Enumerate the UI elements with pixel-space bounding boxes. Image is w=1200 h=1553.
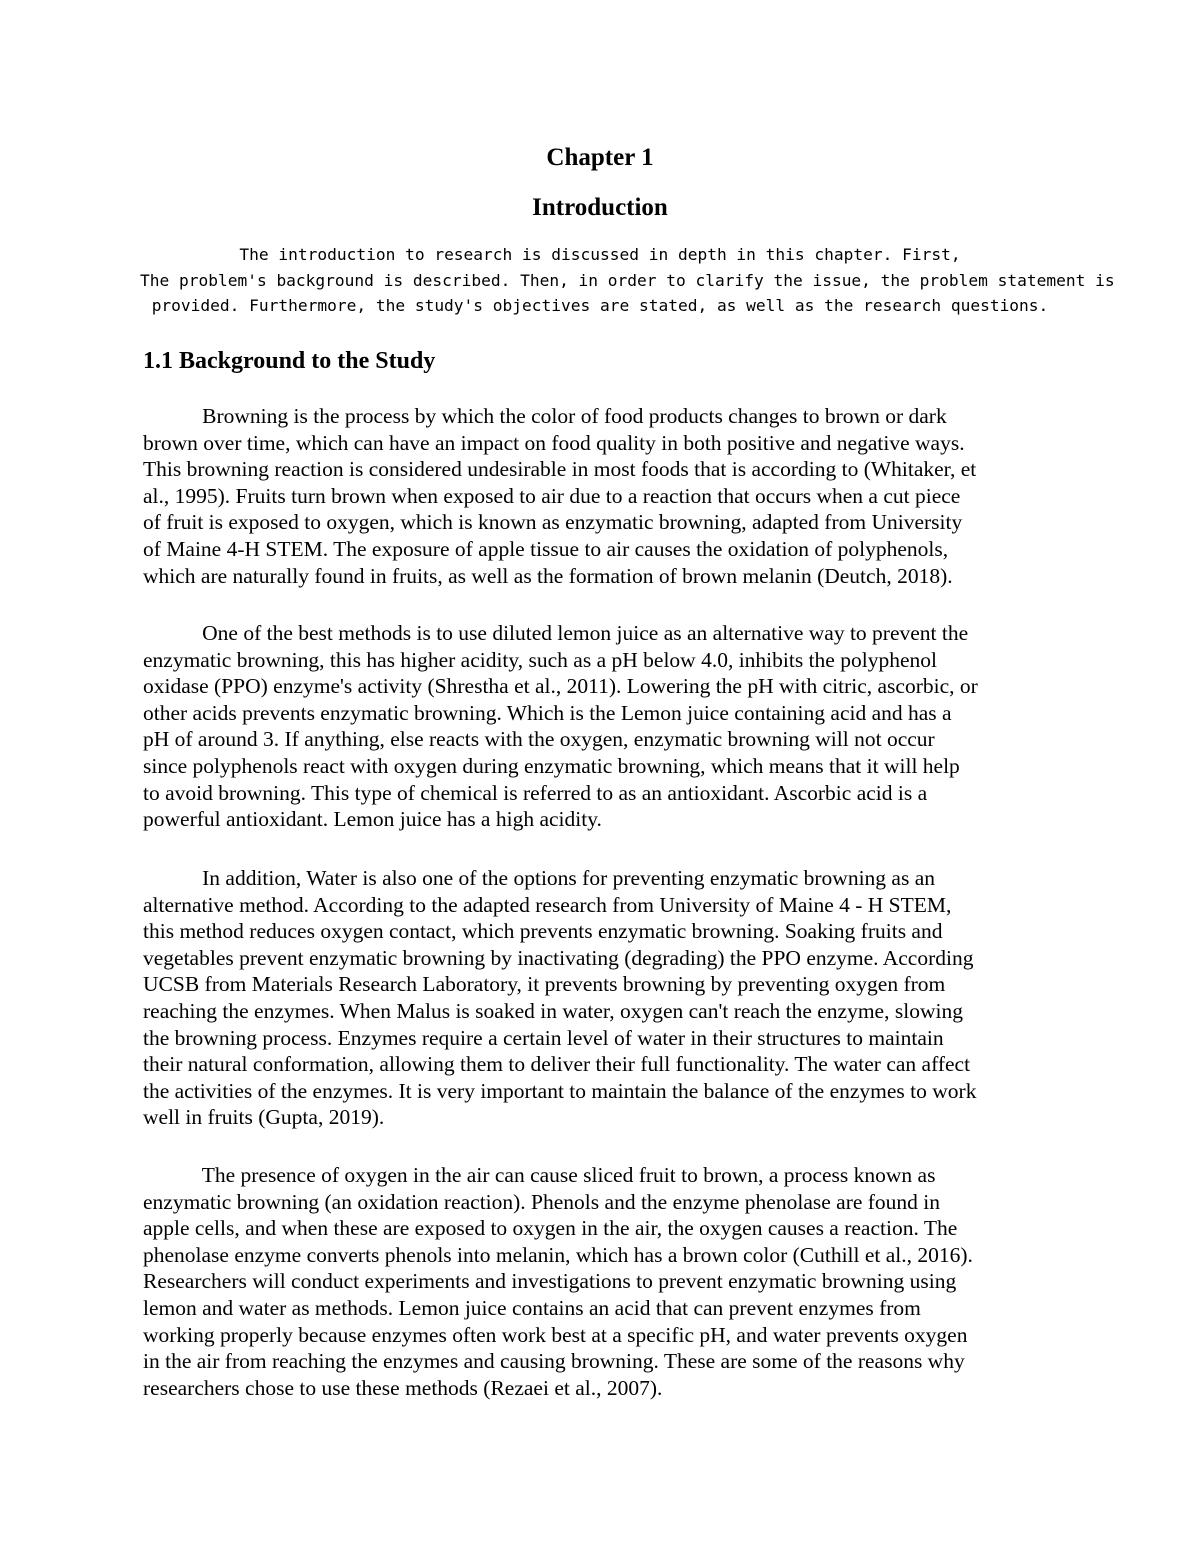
paragraph-line: In addition, Water is also one of the options for preventing enzymatic browning as an — [143, 866, 935, 890]
paragraph-line: This browning reaction is considered undesirable in most foods that is according to (Whitaker, et — [143, 457, 977, 482]
paragraph-line: apple cells, and when these are exposed to oxygen in the air, the oxygen causes a reaction. The — [143, 1216, 958, 1241]
paragraph-3 — [143, 865, 1073, 1131]
paragraph-line: lemon and water as methods. Lemon juice contains an acid that can prevent enzymes from — [143, 1295, 921, 1320]
paragraph-line: brown over time, which can have an impact on food quality in both positive and negative ways. — [143, 430, 965, 455]
paragraph-line: enzymatic browning (an oxidation reaction). Phenols and the enzyme phenolase are found in — [143, 1189, 941, 1214]
paragraph-line: oxidase (PPO) enzyme's activity (Shrestha et al., 2011). Lowering the pH with citric, ascorbic, or — [143, 674, 978, 699]
paragraph-4 — [143, 1162, 1073, 1401]
paragraph-line: of Maine 4-H STEM. The exposure of apple tissue to air causes the oxidation of polyphenols, — [143, 536, 949, 561]
paragraph-line: enzymatic browning, this has higher acidity, such as a pH below 4.0, inhibits the polyphenol — [143, 647, 937, 672]
paragraph-line: pH of around 3. If anything, else reacts with the oxygen, enzymatic browning will not occur — [143, 727, 935, 752]
paragraph-line: of fruit is exposed to oxygen, which is known as enzymatic browning, adapted from University — [143, 510, 963, 535]
paragraph-line: well in fruits (Gupta, 2019). — [143, 1105, 385, 1130]
paragraph-line: Researchers will conduct experiments and investigations to prevent enzymatic browning using — [143, 1269, 957, 1294]
paragraph-line: the activities of the enzymes. It is very important to maintain the balance of the enzymes to work — [143, 1078, 977, 1103]
paragraph-line: powerful antioxidant. Lemon juice has a high acidity. — [143, 807, 602, 832]
intro-line: provided. Furthermore, the study's objectives are stated, as well as the research questions. — [151, 296, 1049, 315]
paragraph-line: working properly because enzymes often work best at a specific pH, and water prevents oxygen — [143, 1322, 968, 1347]
paragraph-line: in the air from reaching the enzymes and causing browning. These are some of the reasons why — [143, 1349, 965, 1374]
paragraph-line: al., 1995). Fruits turn brown when exposed to air due to a reaction that occurs when a cut piece — [143, 483, 961, 508]
paragraph-line: UCSB from Materials Research Laboratory, it prevents browning by preventing oxygen from — [143, 972, 946, 997]
chapter-label: Chapter 1 — [546, 144, 654, 171]
paragraph-line: vegetables prevent enzymatic browning by inactivating (degrading) the PPO enzyme. According — [143, 945, 974, 970]
section-heading: 1.1 Background to the Study — [143, 348, 436, 374]
paragraph-1 — [143, 403, 1073, 589]
paragraph-line: other acids prevents enzymatic browning. Which is the Lemon juice containing acid and has a — [143, 700, 952, 725]
paragraph-line: Browning is the process by which the color of food products changes to brown or dark — [143, 404, 947, 428]
paragraph-line: this method reduces oxygen contact, which prevents enzymatic browning. Soaking fruits and — [143, 919, 943, 944]
intro-line: The problem's background is described. Then, in order to clarify the issue, the problem statement is — [140, 270, 1115, 290]
paragraph-2 — [143, 620, 1073, 833]
intro-line: The introduction to research is discussed in depth in this chapter. First, — [239, 245, 961, 264]
paragraph-line: One of the best methods is to use diluted lemon juice as an alternative way to prevent the — [143, 621, 969, 645]
paragraph-line: alternative method. According to the adapted research from University of Maine 4 - H STEM, — [143, 892, 952, 917]
paragraph-line: The presence of oxygen in the air can cause sliced fruit to brown, a process known as — [143, 1163, 936, 1187]
intro-block — [140, 242, 1115, 319]
paragraph-line: the browning process. Enzymes require a certain level of water in their structures to maintain — [143, 1025, 944, 1050]
paragraph-line: since polyphenols react with oxygen during enzymatic browning, which means that it will help — [143, 753, 960, 778]
paragraph-line: their natural conformation, allowing them to deliver their full functionality. The water can affect — [143, 1052, 971, 1077]
paragraph-line: which are naturally found in fruits, as well as the formation of brown melanin (Deutch, 2018). — [143, 563, 953, 588]
paragraph-line: reaching the enzymes. When Malus is soaked in water, oxygen can't reach the enzyme, slowing — [143, 998, 963, 1023]
paragraph-line: researchers chose to use these methods (Rezaei et al., 2007). — [143, 1375, 663, 1400]
paragraph-line: phenolase enzyme converts phenols into melanin, which has a brown color (Cuthill et al., 2016). — [143, 1242, 973, 1267]
paragraph-line: to avoid browning. This type of chemical is referred to as an antioxidant. Ascorbic acid is a — [143, 780, 928, 805]
chapter-title: Introduction — [532, 194, 668, 221]
